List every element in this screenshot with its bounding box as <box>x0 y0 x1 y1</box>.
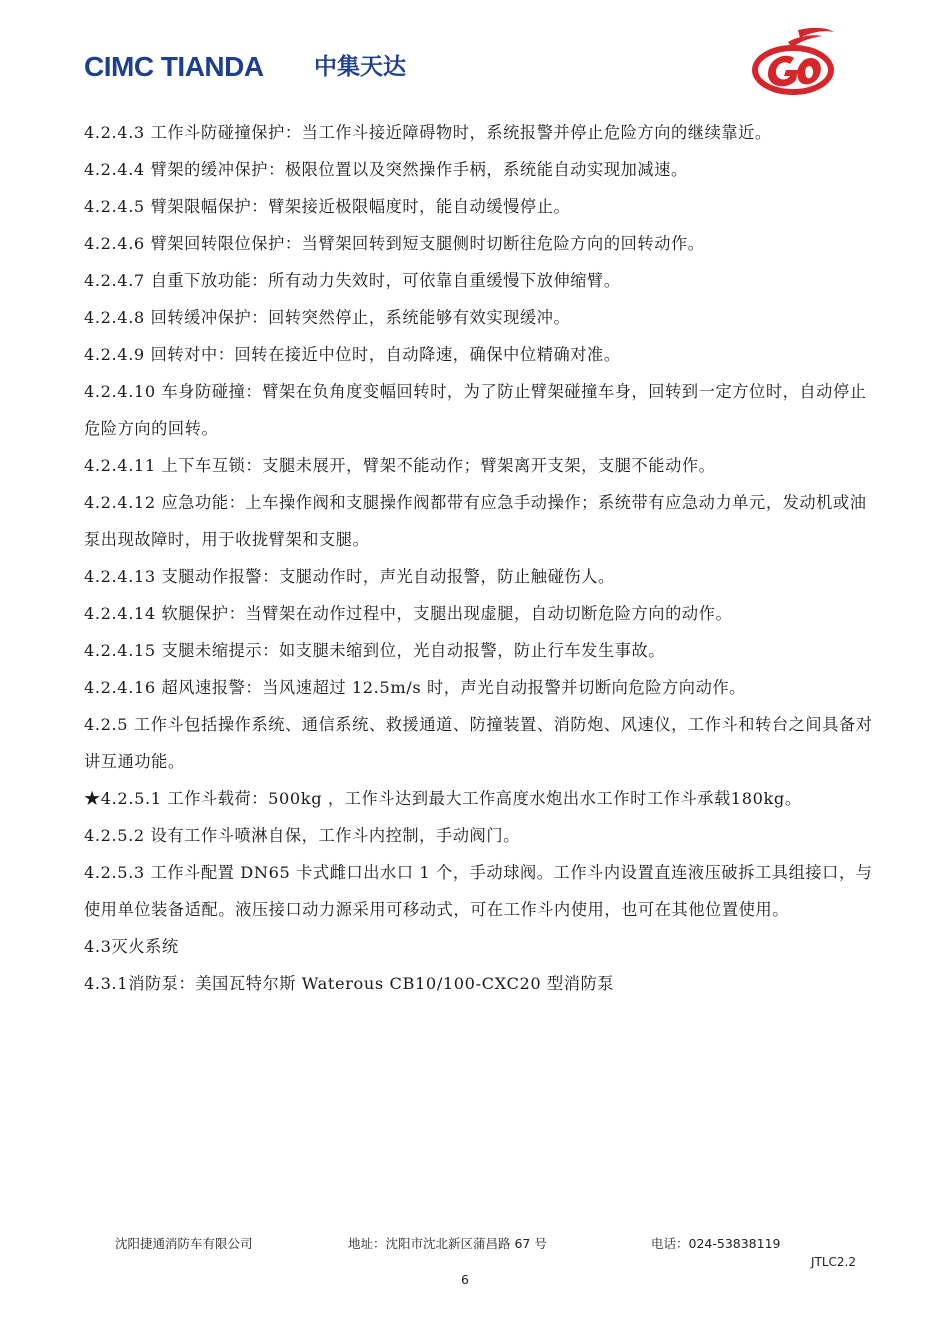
section-paragraph: 4.2.4.7 自重下放功能：所有动力失效时，可依靠自重缓慢下放伸缩臂。 <box>84 271 621 290</box>
section-paragraph: 4.2.5 工作斗包括操作系统、通信系统、救援通道、防撞装置、消防炮、风速仪，工作斗和转台之间具备对讲互通功能。 <box>84 715 873 771</box>
footer-doc-code: JTLC2.2 <box>811 1255 857 1269</box>
section-paragraph: 4.2.4.13 支腿动作报警：支腿动作时，声光自动报警，防止触碰伤人。 <box>84 567 615 586</box>
section-paragraph: 4.3.1消防泵：美国瓦特尔斯 Waterous CB10/100-CXC20 型消防泵 <box>84 974 615 993</box>
section-paragraph: ★4.2.5.1 工作斗载荷：500kg ，工作斗达到最大工作高度水炮出水工作时工作斗承载180kg。 <box>84 789 802 808</box>
section-paragraph: 4.2.4.10 车身防碰撞：臂架在负角度变幅回转时，为了防止臂架碰撞车身，回转到一定方位时，自动停止危险方向的回转。 <box>84 382 867 438</box>
section-paragraph: 4.2.4.14 软腿保护：当臂架在动作过程中，支腿出现虚腿，自动切断危险方向的动作。 <box>84 604 733 623</box>
section-paragraph: 4.2.4.9 回转对中：回转在接近中位时，自动降速，确保中位精确对准。 <box>84 345 621 364</box>
section-paragraph: 4.2.4.15 支腿未缩提示：如支腿未缩到位，光自动报警，防止行车发生事故。 <box>84 641 666 660</box>
document-body <box>84 114 874 1002</box>
footer-company: 沈阳捷通消防车有限公司 <box>115 1236 253 1251</box>
section-paragraph: 4.2.4.12 应急功能：上车操作阀和支腿操作阀都带有应急手动操作；系统带有应急动力单元，发动机或油泵出现故障时，用于收拢臂架和支腿。 <box>84 493 867 549</box>
footer-phone: 电话：024-53838119 <box>651 1236 781 1251</box>
footer-address: 地址：沈阳市沈北新区蒲昌路 67 号 <box>348 1236 547 1251</box>
section-paragraph: 4.2.4.16 超风速报警：当风速超过 12.5m/s 时，声光自动报警并切断向危险方向动作。 <box>84 678 746 697</box>
section-paragraph: 4.2.5.3 工作斗配置 DN65 卡式雌口出水口 1 个，手动球阀。工作斗内设置直连液压破拆工具组接口，与使用单位装备适配。液压接口动力源采用可移动式，可在工作斗内使用，也可在其他位置使用。 <box>84 863 873 919</box>
page-number: 6 <box>461 1272 469 1287</box>
company-logo-cn: 中集天达 <box>314 54 406 80</box>
section-paragraph: 4.2.4.3 工作斗防碰撞保护：当工作斗接近障碍物时，系统报警并停止危险方向的继续靠近。 <box>84 123 772 142</box>
page-header <box>0 0 945 110</box>
section-paragraph: 4.2.4.4 臂架的缓冲保护：极限位置以及突然操作手柄，系统能自动实现加减速。 <box>84 160 688 179</box>
company-emblem-icon <box>748 24 838 96</box>
company-logo-en: CIMC TIANDA <box>84 51 264 82</box>
section-paragraph: 4.2.4.5 臂架限幅保护：臂架接近极限幅度时，能自动缓慢停止。 <box>84 197 571 216</box>
section-heading: 4.3灭火系统 <box>84 937 179 956</box>
section-paragraph: 4.2.4.11 上下车互锁：支腿未展开，臂架不能动作；臂架离开支架，支腿不能动作。 <box>84 456 716 475</box>
section-paragraph: 4.2.4.6 臂架回转限位保护：当臂架回转到短支腿侧时切断往危险方向的回转动作。 <box>84 234 705 253</box>
section-paragraph: 4.2.4.8 回转缓冲保护：回转突然停止，系统能够有效实现缓冲。 <box>84 308 571 327</box>
section-paragraph: 4.2.5.2 设有工作斗喷淋自保，工作斗内控制，手动阀门。 <box>84 826 520 845</box>
